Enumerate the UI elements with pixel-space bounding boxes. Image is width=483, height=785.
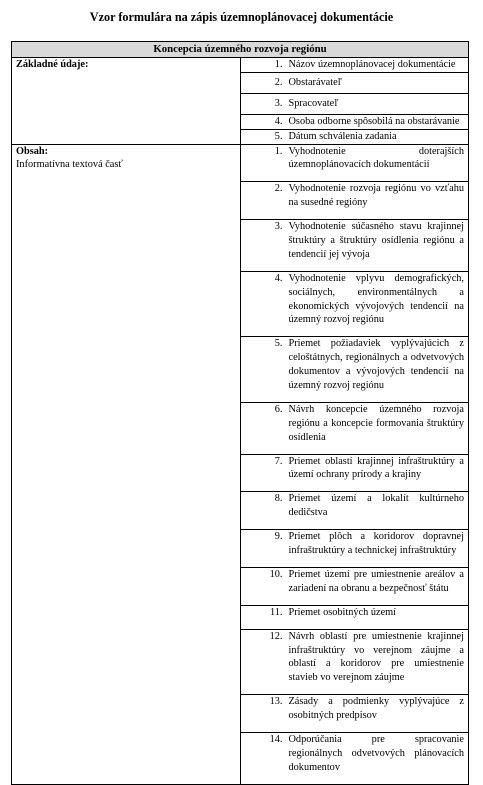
- item-text: Názov územnoplánovacej dokumentácie: [288, 58, 456, 70]
- item-number: 3.: [274, 97, 283, 109]
- list-item: [240, 93, 469, 114]
- list-item: [240, 530, 469, 568]
- list-item: [240, 454, 469, 492]
- list-item: [240, 129, 469, 144]
- item-number: 9.: [274, 531, 283, 543]
- item-text: Dátum schválenia zadania: [288, 130, 397, 142]
- list-item: [240, 72, 469, 93]
- item-text: Zásady a podmienky vyplývajúce z osobitných predpisov: [288, 696, 464, 722]
- item-number: 4.: [274, 272, 283, 284]
- item-text: Priemet osobitných území: [288, 606, 397, 618]
- item-text: Priemet oblastí krajinnej infraštruktúry a území ochrany prírody a krajiny: [288, 455, 464, 481]
- item-number: 14.: [269, 733, 283, 745]
- list-item: [240, 337, 469, 403]
- table-row: [12, 57, 469, 72]
- list-item: [240, 402, 469, 454]
- item-text: Vyhodnotenie vplyvu demografických, sociálnych, environmentálnych a ekonomických vývojových tendencií na územný rozvoj regiónu: [288, 272, 464, 326]
- list-item: [240, 220, 469, 272]
- basic-data-cell: [12, 57, 241, 144]
- item-text: Priemet území pre umiestnenie areálov a zariadení na obranu a bezpečnosť štátu: [288, 568, 464, 594]
- list-item: [240, 182, 469, 220]
- item-text: Osoba odborne spôsobilá na obstarávanie: [288, 115, 460, 127]
- list-item: [240, 629, 469, 695]
- item-number: 6.: [274, 403, 283, 415]
- item-number: 1.: [274, 58, 283, 70]
- list-item: [240, 271, 469, 337]
- list-item: [240, 732, 469, 784]
- item-text: Spracovateľ: [288, 97, 339, 109]
- item-text: Priemet požiadaviek vyplývajúcich z celoštátnych, regionálnych a odvetvových dokumentov a vývojových tendencií na územný rozvoj regiónu: [288, 338, 464, 392]
- item-number: 2.: [274, 76, 283, 88]
- item-number: 5.: [274, 338, 283, 350]
- item-text: Odporúčania pre spracovanie regionálnych odvetvových plánovacích dokumentov: [288, 733, 464, 773]
- list-item: [240, 114, 469, 129]
- content-cell: [12, 144, 241, 784]
- item-text: Priemet plôch a koridorov dopravnej infraštruktúry a technickej infraštruktúry: [288, 531, 464, 557]
- item-number: 2.: [274, 183, 283, 195]
- list-item: [240, 492, 469, 530]
- content-label: Obsah:: [16, 145, 49, 157]
- item-number: 7.: [274, 455, 283, 467]
- item-number: 11.: [270, 606, 283, 618]
- item-number: 4.: [274, 115, 283, 127]
- list-item: [240, 605, 469, 629]
- list-item: [240, 144, 469, 182]
- item-text: Vyhodnotenie doterajších územnoplánovacích dokumentácií: [288, 145, 464, 171]
- item-text: Návrh oblastí pre umiestnenie krajinnej infraštruktúry vo verejnom záujme a oblastí a koridorov pre umiestnenie stavieb vo verejnom záujme: [288, 630, 464, 684]
- list-item: [240, 57, 469, 72]
- item-number: 10.: [269, 568, 283, 580]
- list-item: [240, 567, 469, 605]
- item-number: 1.: [274, 145, 283, 157]
- item-number: 13.: [269, 696, 283, 708]
- list-item: [240, 695, 469, 733]
- content-sublabel: Informatívna textová časť: [16, 159, 123, 171]
- document-title: Vzor formulára na zápis územnoplánovacej dokumentácie: [89, 10, 394, 24]
- form-table: [11, 41, 469, 785]
- item-text: Obstarávateľ: [288, 76, 342, 88]
- item-number: 12.: [269, 630, 283, 642]
- item-text: Vyhodnotenie súčasného stavu krajinnej štruktúry a štruktúry osídlenia regiónu a tendencií jej vývoja: [288, 221, 464, 260]
- item-number: 8.: [274, 493, 283, 505]
- section-header: Koncepcia územného rozvoja regiónu: [12, 42, 469, 58]
- item-number: 3.: [274, 221, 283, 233]
- item-text: Priemet území a lokalít kultúrneho dedičstva: [288, 493, 464, 519]
- basic-data-label: Základné údaje:: [16, 58, 89, 70]
- item-text: Vyhodnotenie rozvoja regiónu vo vzťahu na susedné regióny: [288, 183, 464, 209]
- table-row: [12, 144, 469, 182]
- item-text: Návrh koncepcie územného rozvoja regiónu a koncepcie formovania štruktúry osídlenia: [288, 403, 464, 443]
- item-number: 5.: [274, 130, 283, 142]
